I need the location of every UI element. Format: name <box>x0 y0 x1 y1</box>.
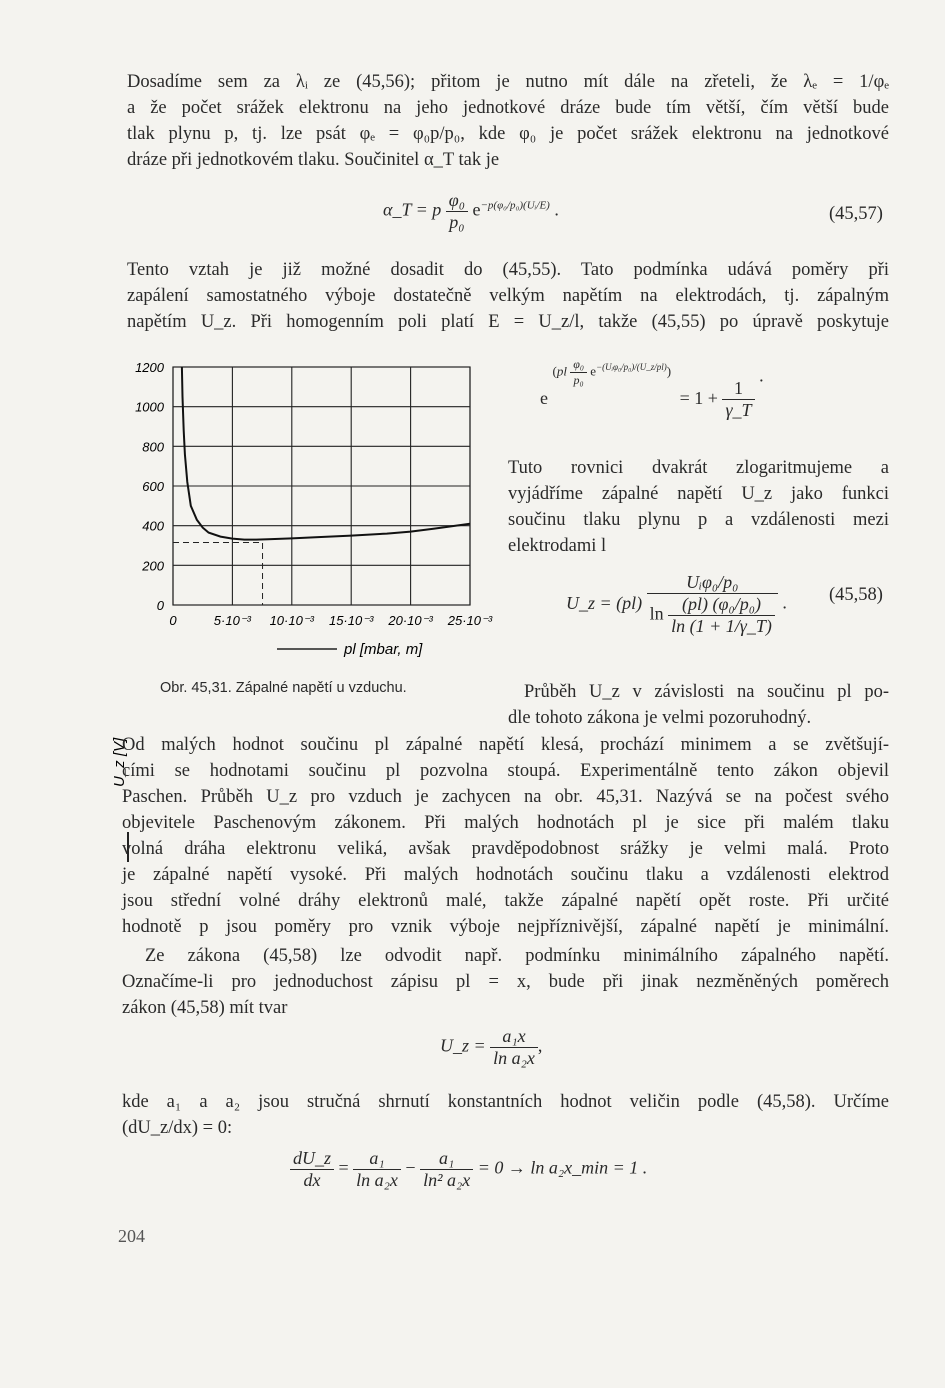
eq-deriv-t1-fraction <box>353 1148 401 1191</box>
paragraph-6-line-3: zákon (45,58) mít tvar <box>122 998 288 1018</box>
eq57-fraction <box>446 190 468 233</box>
eq-deriv-d-num: dU_z <box>290 1148 334 1170</box>
eq-inline-inner-den: p₀ <box>573 373 584 388</box>
eq-inline-rhs: = 1 + <box>679 387 718 408</box>
eq-inline-exponent-group: (pl $\frac{\text{φ₀}}{\text{p₀}}$ $e^{-(Uᵢ\varphi_0/p_0)/(U\_z/pl)}$) <box>552 357 672 388</box>
paragraph-3-line-3: součinu tlaku plynu p a vzdálenosti mezi <box>508 510 889 530</box>
eq-deriv-d-den: dx <box>303 1170 321 1190</box>
paragraph-6-line-2: Označíme-li pro jednoduchost zápisu pl = x, bude při jinak nezměněných poměrech <box>122 972 889 992</box>
x-tick-label: 5·10⁻³ <box>213 613 252 628</box>
paragraph-3-line-1: Tuto rovnici dvakrát zlogaritmujeme a <box>508 458 889 478</box>
eq58-inner-num: (pl) (φ₀/p₀) <box>668 594 775 616</box>
equation-45-58: U_z = (pl) Uᵢφ₀/p₀ ln $\frac{\text{(pl) (φ₀/p₀)}}{\ln (1 + 1/\gamma\_T)}$ . <box>566 572 787 636</box>
paragraph-2-line-1: Tento vztah je již možné dosadit do (45,55). Tato podmínka udává poměry při <box>127 260 889 280</box>
equation-derivative: $\frac{dU\_z}{dx}$ = $\frac{\text{a₁}}{\text{ln a₂x}}$ − $\frac{\text{a₁}}{\text{ln² a₂x}}$ = 0 → ln a₂x_min = 1 . <box>290 1148 647 1191</box>
eq-inline-base: e <box>540 387 548 408</box>
y-tick-label: 800 <box>142 439 164 455</box>
equation-simplified <box>440 1026 542 1069</box>
eq58-denominator <box>647 594 778 637</box>
equation-number-45-57: (45,57) <box>829 204 883 224</box>
paragraph-3-line-2: vyjádříme zápalné napětí U_z jako funkci <box>508 484 889 504</box>
chart-y-axis-label: U_z [V] <box>111 737 128 787</box>
y-tick-label: 0 <box>156 598 164 613</box>
eq-inline-rhs-fraction <box>722 378 754 421</box>
minimum-dashed-guide <box>173 543 263 605</box>
eq58-lhs: U_z = (pl) <box>566 592 643 613</box>
paragraph-5-line-4: objevitele Paschenovým zákonem. Při malých hodnotách pl je sice při malém tlaku <box>122 813 889 833</box>
paragraph-1-line-4: dráze při jednotkovém tlaku. Součinitel α_T tak je <box>127 150 500 170</box>
eq-deriv-t2-den: ln² a₂x <box>423 1170 471 1190</box>
eq58-inner-den: ln (1 + 1/γ_T) <box>671 616 772 636</box>
eq58-ln: ln <box>649 603 664 624</box>
chart-grid <box>173 367 470 605</box>
eq58-fraction <box>647 572 778 637</box>
x-tick-label: 10·10⁻³ <box>269 613 315 628</box>
paragraph-5-line-3: Paschen. Průběh U_z pro vzduch je zachycen na obr. 45,31. Nazývá se na počest svého <box>122 787 889 807</box>
y-tick-label: 600 <box>142 479 164 494</box>
y-tick-label: 400 <box>142 518 164 534</box>
x-tick-label: 0 <box>169 613 177 628</box>
paragraph-2-line-2: zapálení samostatného výboje dostatečně velkým napětím na elektrodách, tj. zápalným <box>127 286 889 306</box>
equation-45-57: α_T = p $\frac{\text{φ₀}}{\text{p₀}}$ $e^{-p(\varphi_0/p_0)(Uᵢ/E)}$ . <box>383 190 559 232</box>
eq58-numerator: Uᵢφ₀/p₀ <box>647 572 778 594</box>
eq-inline-rhs-den: γ_T <box>725 400 752 420</box>
figure-caption: Obr. 45,31. Zápalné napětí u vzduchu. <box>160 680 407 696</box>
eq57-exponent: −p(φ₀/p₀)(Uᵢ/E) <box>480 199 550 212</box>
paragraph-1-line-1: Dosadíme sem za λᵢ ze (45,56); přitom je nutno mít dále na zřeteli, že λₑ = 1/φₑ <box>127 72 889 92</box>
eq-deriv-d-fraction <box>290 1148 334 1191</box>
eq-simple-lhs: U_z = <box>440 1035 486 1056</box>
eq-inline-inner-exp: −(Uᵢφ₀/p₀)/(U_z/pl) <box>596 362 667 373</box>
eq-deriv-minus: − <box>405 1157 416 1178</box>
equation-number-45-58: (45,58) <box>829 585 883 605</box>
paragraph-1-line-3: tlak plynu p, tj. lze psát φₑ = φ₀p/p₀, kde φ₀ je počet srážek elektronu na jednotkové <box>127 124 889 144</box>
paragraph-5-line-1: Od malých hodnot součinu pl zápalné napětí klesá, prochází minimem a se zvětšují- <box>122 735 889 755</box>
eq-deriv-t1-den: ln a₂x <box>356 1170 398 1190</box>
paragraph-4-line-1: Průběh U_z v závislosti na součinu pl po- <box>524 682 889 702</box>
eq57-numerator: φ₀ <box>446 190 468 212</box>
paragraph-5-line-5: volná dráha elektronu veliká, avšak pravděpodobnost srážky je velmi malá. Proto <box>122 839 889 859</box>
equation-exponential: e (pl $\frac{\text{φ₀}}{\text{p₀}}$ $e^{-(Uᵢ\varphi_0/p_0)/(U\_z/pl)}) = 1$ + $\frac{1}{\gamma\_T}$ . <box>540 357 764 420</box>
paragraph-5-line-7: jsou střední volné dráhy elektronů malé, takže zápalné napětí opět roste. Při určité <box>122 891 889 911</box>
paragraph-1-line-2: a že počet srážek elektronu na jeho jednotkové dráze bude tím větší, čím větší bude <box>127 98 889 118</box>
paragraph-5-line-2: cími se hodnotami součinu pl pozvolna stoupá. Experimentálně tento zákon objevil <box>122 761 889 781</box>
eq-simple-fraction <box>490 1026 538 1069</box>
y-tick-label: 1000 <box>135 399 164 415</box>
x-tick-label: 15·10⁻³ <box>328 613 374 628</box>
eq-inline-rhs-num: 1 <box>722 378 754 400</box>
x-tick-label: 20·10⁻³ <box>388 613 433 628</box>
paragraph-5-line-6: je zápalné napětí vysoké. Při malých hodnotách součinu tlaku a vzdálenosti elektrod <box>122 865 889 885</box>
eq-inline-pl: pl <box>556 363 567 379</box>
eq-deriv-t2-fraction <box>420 1148 473 1191</box>
eq-simple-tail: , <box>537 1035 543 1056</box>
page-number: 204 <box>118 1226 145 1246</box>
paragraph-3-line-4: elektrodami l <box>508 536 607 556</box>
chart-x-axis-label: pl [mbar, m] <box>344 641 423 658</box>
eq-inline-inner-fraction <box>570 357 587 388</box>
x-tick-label: 25·10⁻³ <box>447 613 493 628</box>
eq-deriv-result: = 0 → ln a₂x_min = 1 . <box>477 1157 648 1178</box>
eq57-lhs: α_T = p <box>383 199 442 220</box>
eq-deriv-t1-num: a₁ <box>353 1148 401 1170</box>
eq57-exp-base: e <box>472 199 481 220</box>
eq-inline-inner-num: φ₀ <box>570 357 587 373</box>
eq-simple-num: a₁x <box>490 1026 538 1048</box>
eq57-denominator: p₀ <box>449 212 465 232</box>
paragraph-7-line-2: (dU_z/dx) = 0: <box>122 1118 233 1138</box>
eq-simple-den: ln a₂x <box>493 1048 535 1068</box>
paragraph-4-line-2: dle tohoto zákona je velmi pozoruhodný. <box>508 708 812 728</box>
eq-deriv-t2-num: a₁ <box>420 1148 473 1170</box>
paragraph-2-line-3: napětím U_z. Při homogenním poli platí E = U_z/l, takže (45,55) po úpravě poskytuje <box>127 312 889 332</box>
y-tick-label: 200 <box>142 558 164 574</box>
paragraph-5-line-8: hodnotě p jsou poměry pro vznik výboje nejpříznivější, zápalné napětí je minimální. <box>122 917 889 937</box>
paschen-curve-line <box>182 367 470 540</box>
paragraph-7-line-1: kde a₁ a a₂ jsou stručná shrnutí konstantních hodnot veličin podle (45,58). Určíme <box>122 1092 889 1112</box>
y-tick-label: 1200 <box>135 360 164 375</box>
paragraph-6-line-1: Ze zákona (45,58) lze odvodit např. podmínku minimálního zápalného napětí. <box>145 946 889 966</box>
eq58-inner-fraction <box>668 594 775 637</box>
